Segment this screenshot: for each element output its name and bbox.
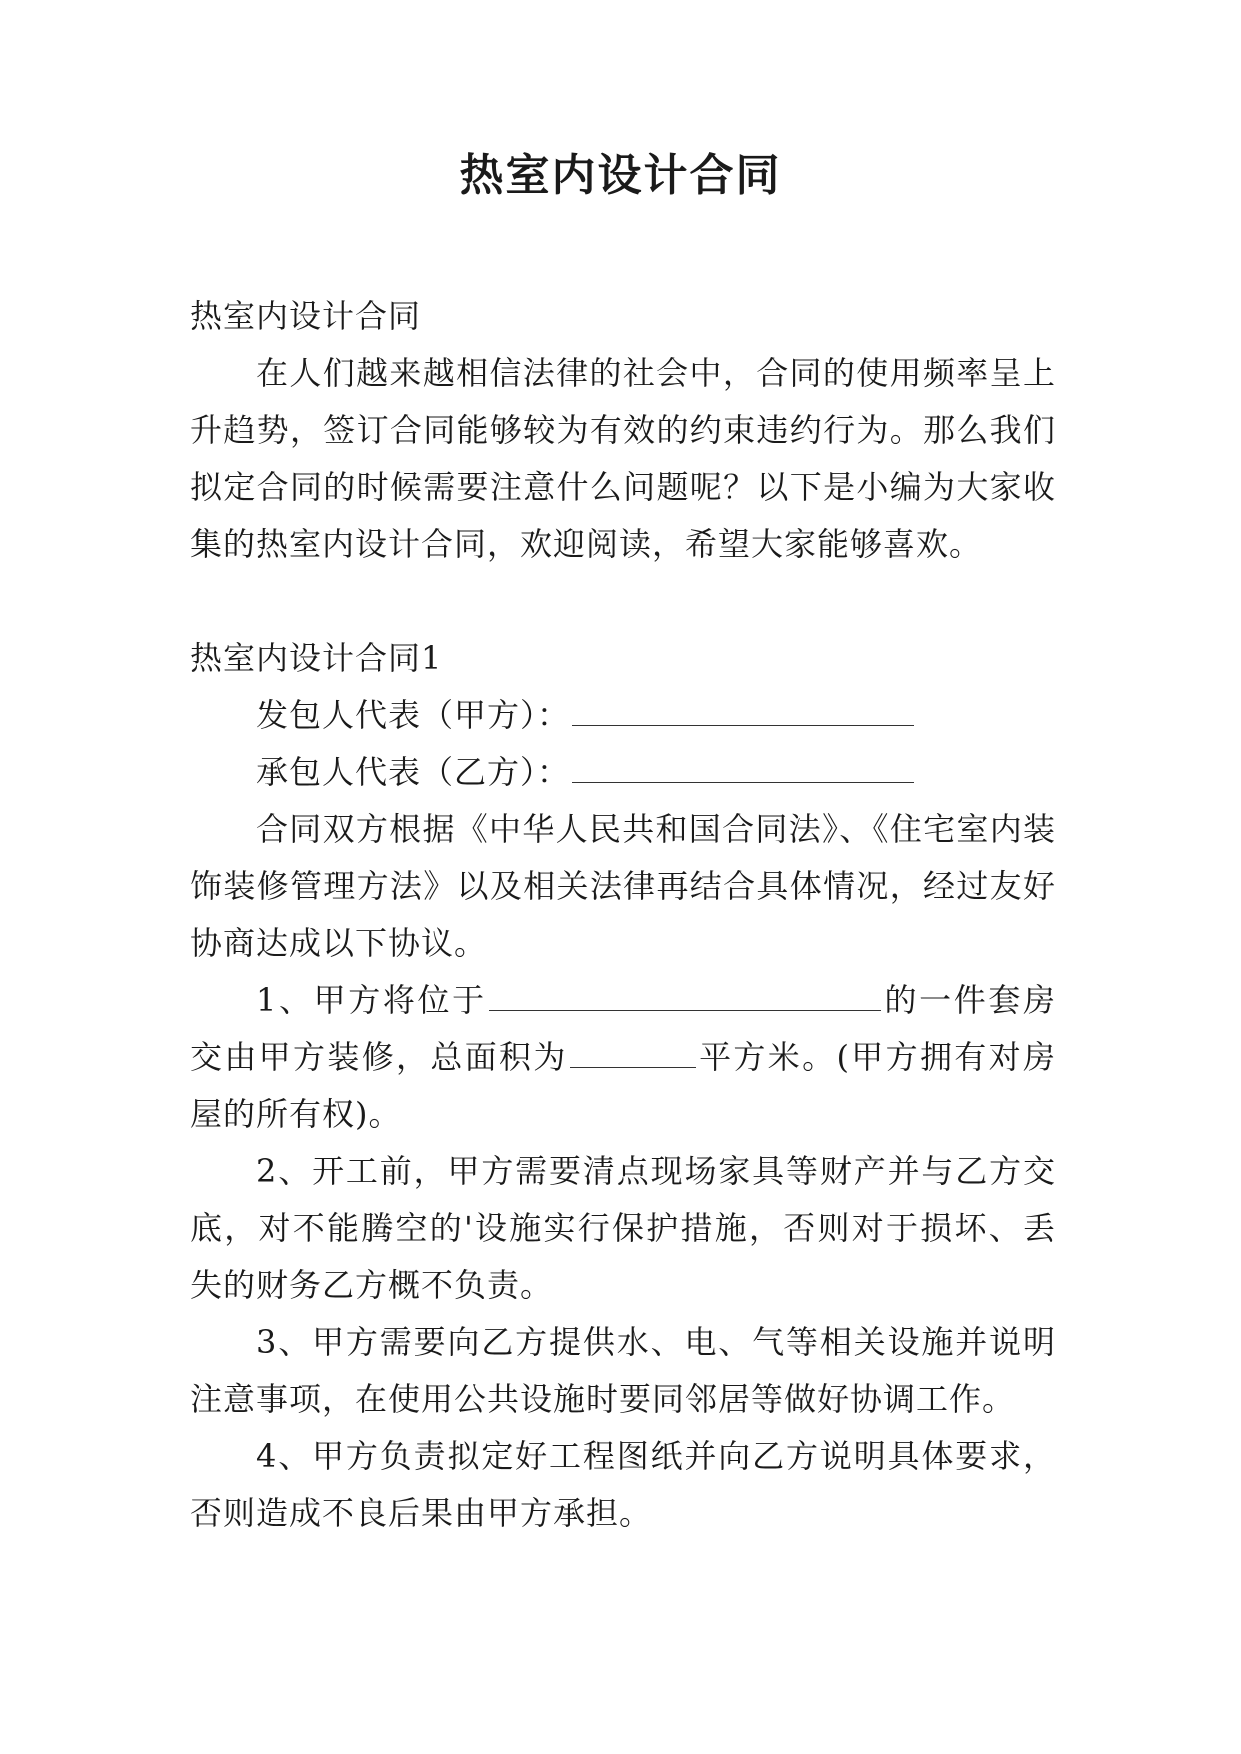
- clause-1: [190, 972, 1056, 1143]
- clause-1-part-2: 的一件套房交由甲方装修，总面积为: [190, 981, 1056, 1076]
- party-a-label: 发包人代表（甲方）：: [256, 696, 571, 734]
- party-a-blank[interactable]: [572, 695, 914, 726]
- section-heading: 热室内设计合同1: [190, 639, 443, 677]
- document-body: [190, 288, 1056, 1542]
- preamble-paragraph: 合同双方根据《中华人民共和国合同法》、《住宅室内装饰装修管理方法》以及相关法律再结合具体情况，经过友好协商达成以下协议。: [190, 810, 1056, 962]
- area-blank[interactable]: [570, 1037, 696, 1068]
- clause-2: 2、开工前，甲方需要清点现场家具等财产并与乙方交底，对不能腾空的'设施实行保护措施，否则对于损坏、丢失的财务乙方概不负责。: [190, 1152, 1056, 1304]
- party-b-blank[interactable]: [572, 752, 914, 783]
- clause-1-part-3: 平方米。(甲方拥有对房屋的所有权)。: [190, 1038, 1056, 1133]
- party-a-line: [190, 687, 1056, 744]
- party-b-line: [190, 744, 1056, 801]
- paragraph-gap: [190, 573, 1056, 630]
- clause-4: 4、甲方负责拟定好工程图纸并向乙方说明具体要求，否则造成不良后果由甲方承担。: [190, 1437, 1056, 1532]
- address-blank[interactable]: [489, 980, 881, 1011]
- clause-1-part-1: 1、甲方将位于: [256, 981, 487, 1019]
- clause-3: 3、甲方需要向乙方提供水、电、气等相关设施并说明注意事项，在使用公共设施时要同邻居等做好协调工作。: [190, 1323, 1056, 1418]
- party-b-label: 承包人代表（乙方）：: [256, 753, 571, 791]
- document-title: 热室内设计合同: [459, 150, 782, 201]
- document-subtitle: 热室内设计合同: [190, 297, 422, 335]
- intro-paragraph: 在人们越来越相信法律的社会中，合同的使用频率呈上升趋势，签订合同能够较为有效的约束违约行为。那么我们拟定合同的时候需要注意什么问题呢？以下是小编为大家收集的热室内设计合同，欢迎阅读，希望大家能够喜欢。: [190, 354, 1056, 563]
